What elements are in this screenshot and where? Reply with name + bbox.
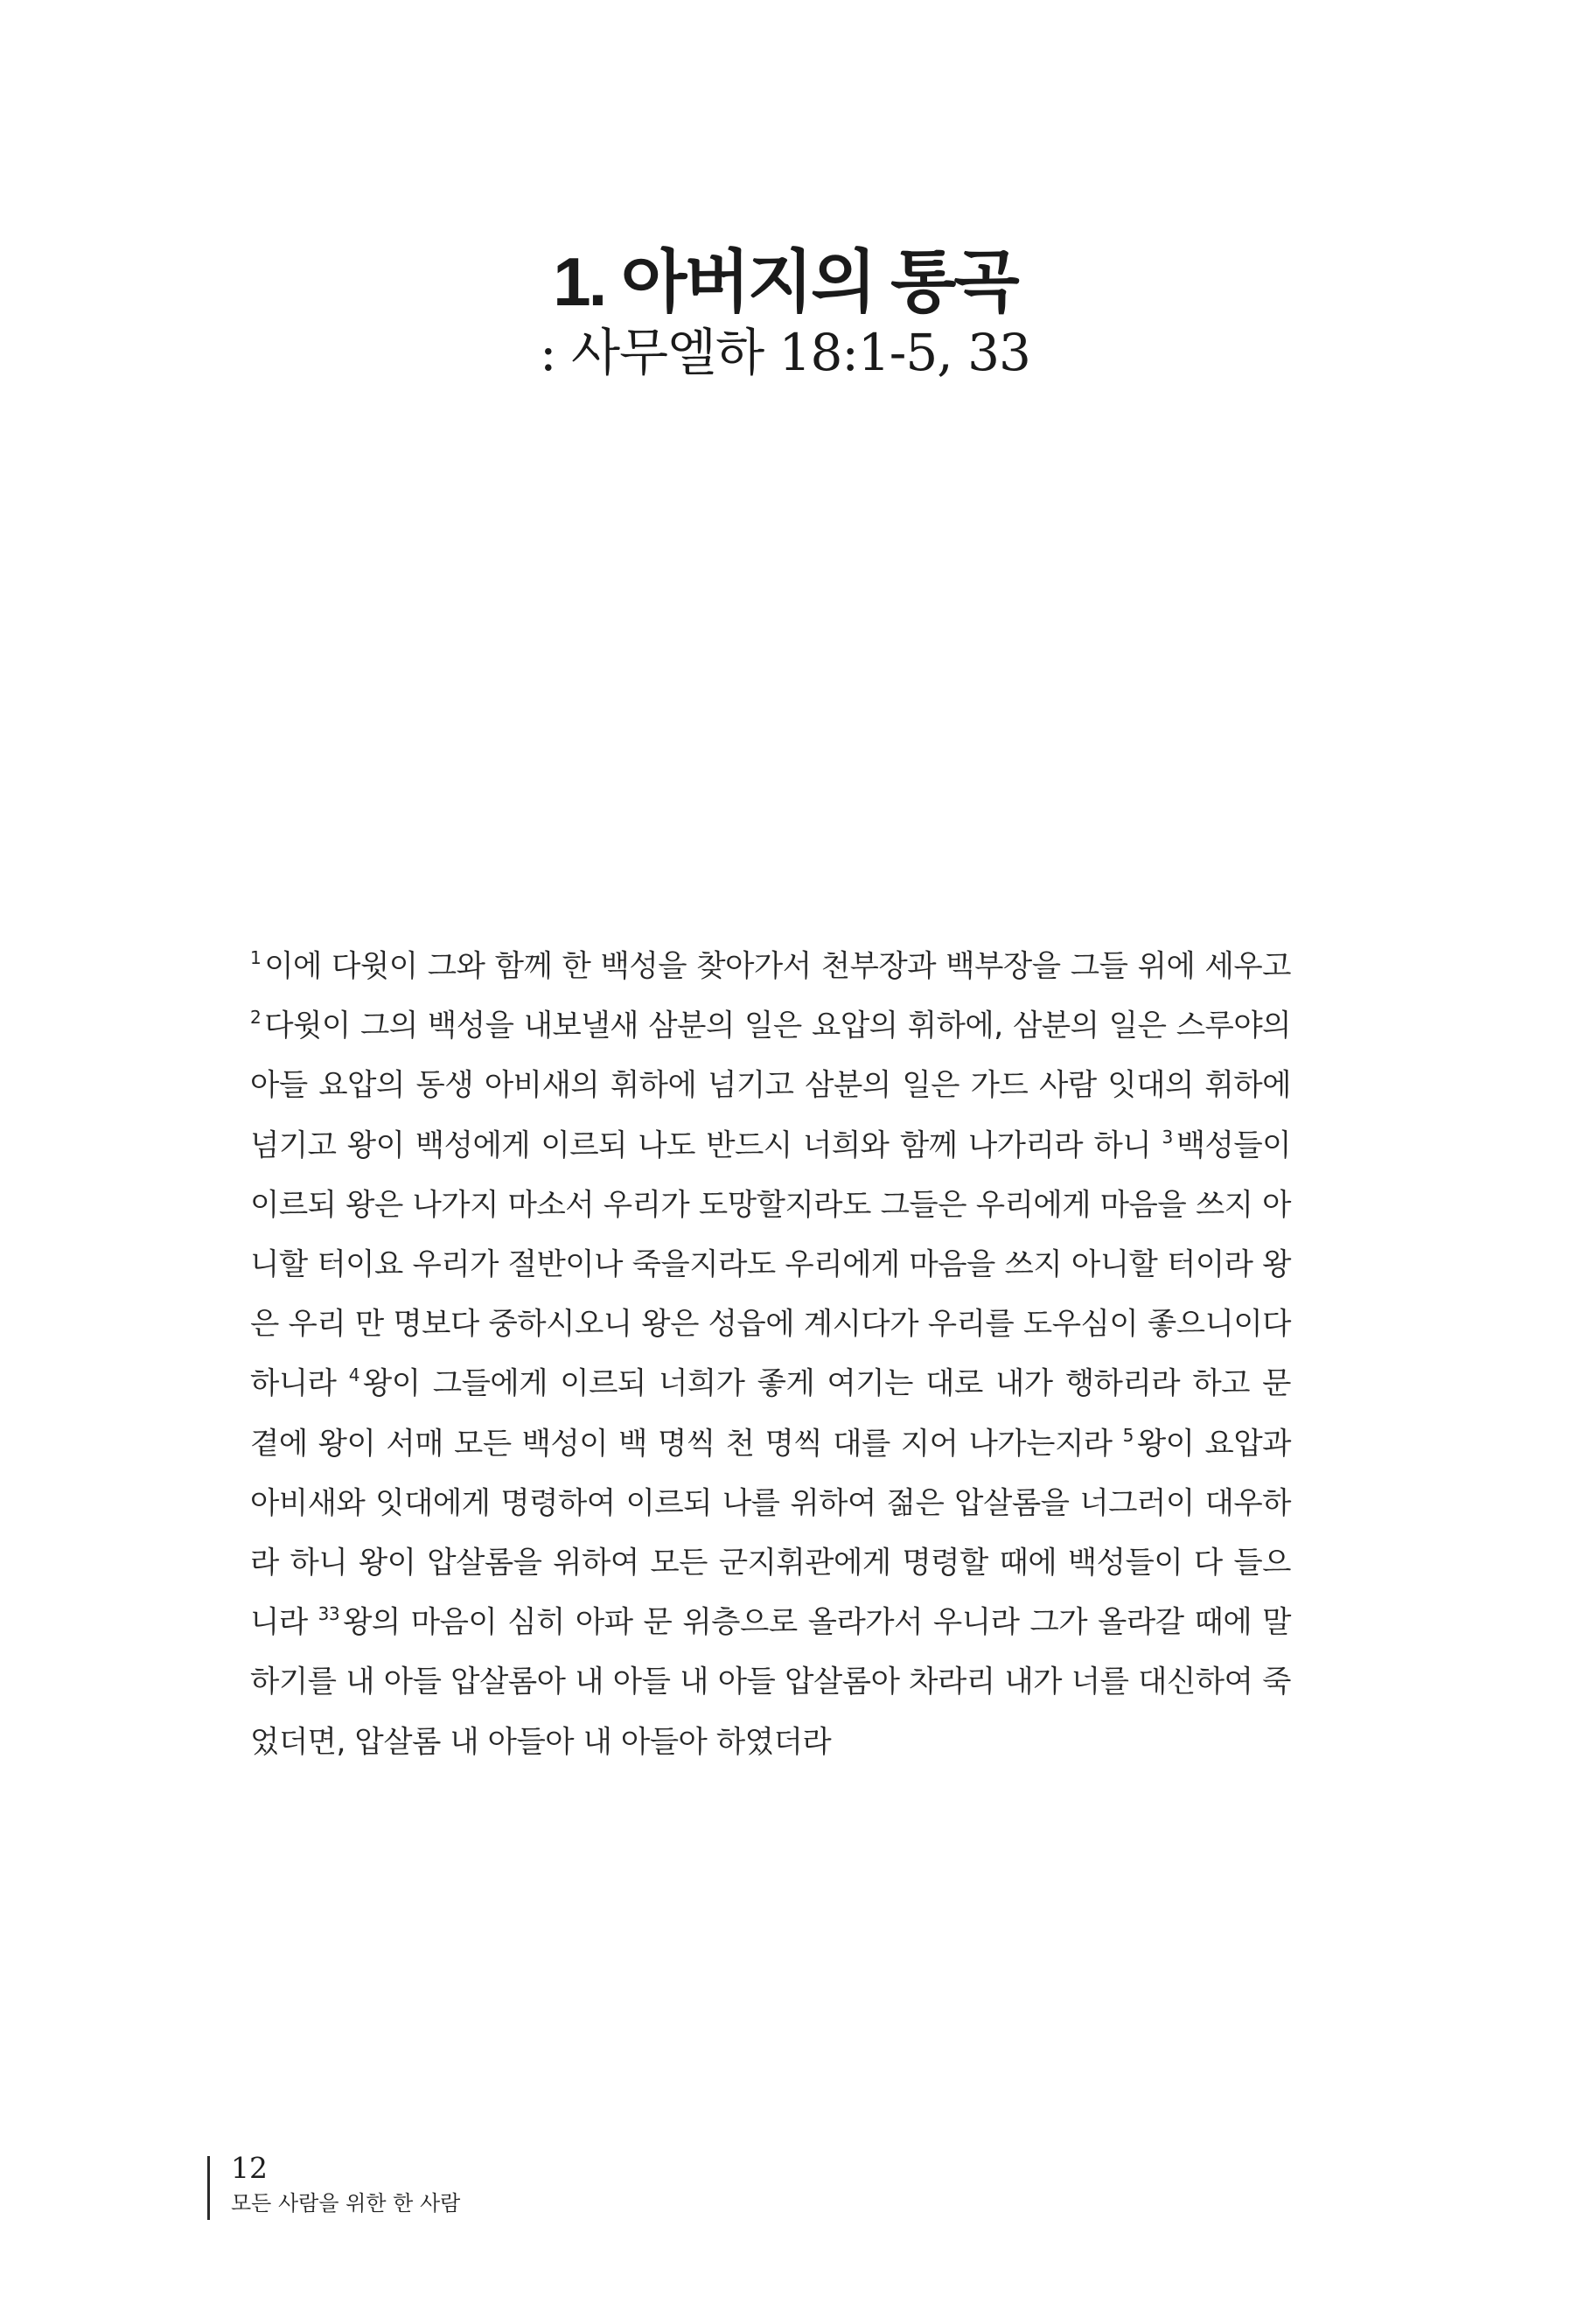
verse-number: 2	[250, 1007, 262, 1029]
footer-divider	[207, 2156, 210, 2220]
verse-text: 백성들이 이르되 왕은 나가지 마소서 우리가 도망할지라도 그들은 우리에게 마음을 쓰지 아니할 터이요 우리가 절반이나 죽을지라도 우리에게 마음을 쓰지 아니할 터이라 왕은 우리 만 명보다 중하시오니 왕은 성읍에 계시다가 우리를 도우심이 좋으니이다 하니라	[250, 1127, 1292, 1402]
scripture-passage	[250, 937, 1291, 1772]
running-book-title: 모든 사람을 위한 한 사람	[231, 2191, 461, 2216]
verse-text: 왕의 마음이 심히 아파 문 위층으로 올라가서 우니라 그가 올라갈 때에 말하기를 내 아들 압살롬아 내 아들 내 아들 압살롬아 차라리 내가 너를 대신하여 죽었더면, 압살롬 내 아들아 내 아들아 하였더라	[250, 1605, 1291, 1760]
chapter-title: 1. 아버지의 통곡	[553, 243, 1017, 321]
verse-number: 1	[250, 947, 262, 968]
verse-number: 4	[348, 1364, 359, 1386]
verse-number: 33	[317, 1603, 340, 1625]
verse-text: 왕이 그들에게 이르되 너희가 좋게 여기는 대로 내가 행하리라 하고 문 곁에 왕이 서매 모든 백성이 백 명씩 천 명씩 대를 지어 나가는지라	[250, 1366, 1291, 1462]
verse	[250, 1008, 1291, 1162]
page-number: 12	[231, 2151, 268, 2185]
verse-number: 3	[1162, 1126, 1173, 1148]
chapter-subtitle: : 사무엘하 18:1-5, 33	[540, 323, 1030, 382]
verse-number: 5	[1122, 1424, 1134, 1446]
verse	[250, 1605, 1291, 1759]
verse-text: 이에 다윗이 그와 함께 한 백성을 찾아가서 천부장과 백부장을 그들 위에 세우고	[264, 949, 1291, 984]
verse	[250, 949, 1291, 984]
verse-text: 왕이 요압과 아비새와 잇대에게 명령하여 이르되 나를 위하여 젊은 압살롬을 너그러이 대우하라 하니 왕이 압살롬을 위하여 모든 군지휘관에게 명령할 때에 백성들이 다 들으니라	[250, 1426, 1291, 1641]
verse-text: 다윗이 그의 백성을 내보낼새 삼분의 일은 요압의 휘하에, 삼분의 일은 스루야의 아들 요압의 동생 아비새의 휘하에 넘기고 삼분의 일은 가드 사람 잇대의 휘하에 넘기고 왕이 백성에게 이르되 나도 반드시 너희와 함께 나가리라 하니	[250, 1008, 1291, 1163]
verse	[250, 1128, 1291, 1402]
